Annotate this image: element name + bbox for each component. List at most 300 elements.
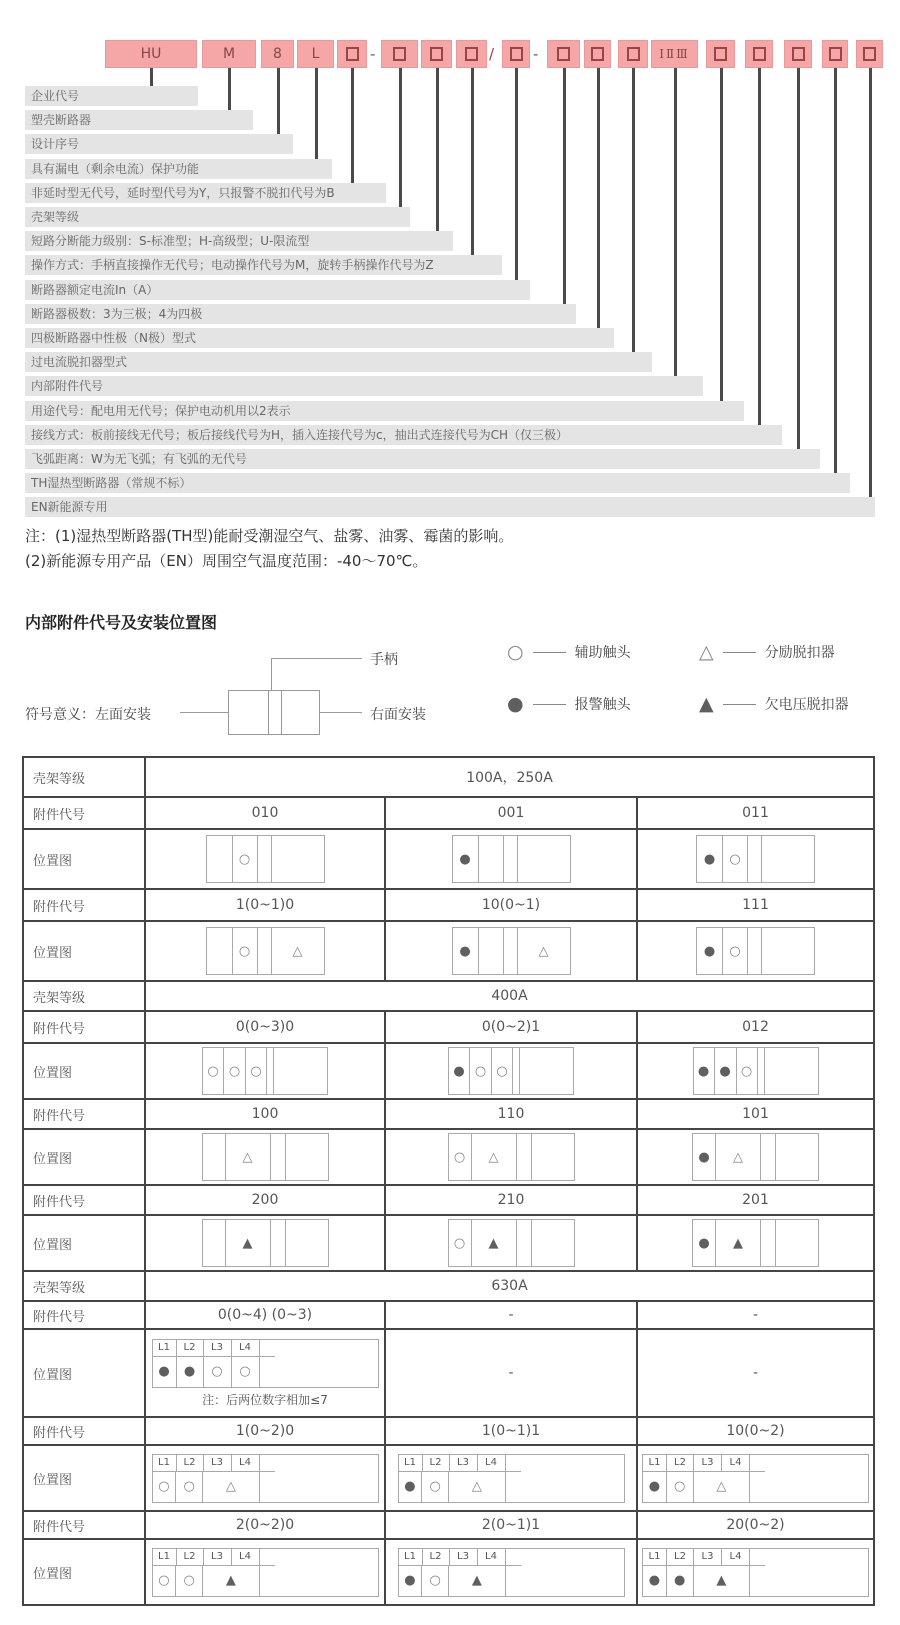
field-label-bar: 断路器极数：3为三极；4为四极	[25, 304, 576, 324]
row-label: 壳架等级	[33, 990, 86, 1006]
diagram-cell	[694, 1566, 751, 1596]
position-diagram	[693, 1047, 819, 1095]
position-cell	[636, 922, 873, 980]
pole-header-cell: L1	[153, 1549, 177, 1565]
diagram-cell	[694, 1048, 715, 1094]
diagram-cell	[776, 1220, 818, 1266]
field-label-bar: 四极断路器中性极（N极）型式	[25, 328, 614, 348]
code-cell: 101	[636, 1100, 873, 1128]
breaker-inner-line-1	[268, 690, 269, 735]
position-cell: -	[384, 1330, 636, 1416]
diagram-cell	[399, 1472, 423, 1502]
diagram-open-area	[765, 1549, 868, 1596]
pole-header-cell: L3	[450, 1455, 478, 1471]
row-label: 附件代号	[33, 1194, 86, 1210]
diagram-symbol: ○	[429, 1573, 441, 1588]
diagram-cell	[449, 1220, 472, 1266]
pole-header-cell: L2	[667, 1455, 694, 1471]
legend-item-shunt	[699, 641, 835, 663]
diagram-symbol: ○	[238, 851, 251, 867]
field-label-bar: 企业代号	[25, 86, 198, 106]
diagram-symbol: △	[292, 943, 303, 959]
position-cell	[144, 1330, 384, 1416]
code-slot-icon	[863, 47, 876, 61]
position-diagram	[202, 1047, 328, 1095]
diagram-body-row	[643, 1566, 765, 1596]
diagram-cell	[517, 1220, 532, 1266]
table-row	[24, 796, 873, 828]
pole-header-cell: L4	[232, 1455, 260, 1471]
diagram-header-row	[399, 1549, 521, 1566]
connector-line	[315, 68, 318, 159]
diagram-symbol: ●	[674, 1573, 686, 1588]
position-cell	[384, 922, 636, 980]
code-slot-icon	[557, 47, 570, 61]
diagram-symbol: ●	[698, 1149, 710, 1165]
right-connector-hline	[320, 712, 362, 713]
row-label: 附件代号	[33, 807, 86, 823]
position-diagram	[692, 1219, 819, 1267]
model-segment-box	[856, 40, 883, 68]
code-cell: 0(0~3)0	[144, 1012, 384, 1042]
diagram-symbol: ▲	[488, 1235, 499, 1251]
model-segment-box	[105, 40, 197, 68]
diagram-cell	[246, 1048, 267, 1094]
diagram-cell	[472, 1220, 517, 1266]
diagram-cell	[226, 1220, 271, 1266]
diagram-cell	[286, 1220, 328, 1266]
diagram-cell	[272, 928, 324, 974]
table-row	[24, 1510, 873, 1538]
pole-header-cell: L4	[722, 1455, 750, 1471]
diagram-cell	[449, 1048, 470, 1094]
diagram-cell	[750, 1472, 765, 1502]
pole-header-cell: L1	[643, 1455, 667, 1471]
diagram-left-block	[153, 1455, 275, 1502]
diagram-cell	[204, 1357, 232, 1387]
position-cell	[384, 1130, 636, 1184]
diagram-symbol: ●	[703, 943, 716, 959]
position-diagram	[452, 927, 571, 975]
diagram-symbol: ●	[404, 1573, 416, 1588]
diagram-cell	[399, 1566, 423, 1596]
pole-header-cell	[506, 1549, 521, 1565]
row-label: 位置图	[33, 1151, 73, 1167]
code-cell: 210	[384, 1186, 636, 1214]
model-segment-text: L	[311, 46, 320, 62]
code-cell: 1(0~1)1	[384, 1418, 636, 1444]
diagram-symbol: ●	[404, 1479, 416, 1494]
position-cell	[636, 1540, 873, 1604]
diagram-cell	[667, 1472, 694, 1502]
diagram-open-area	[275, 1340, 378, 1387]
diagram-cell	[762, 928, 814, 974]
diagram-symbol: ●	[703, 851, 716, 867]
diagram-header-row	[643, 1455, 765, 1472]
position-diagram	[642, 1548, 869, 1597]
row-label: 位置图	[33, 1566, 73, 1582]
pole-header-cell: L4	[478, 1455, 506, 1471]
diagram-symbol: ▲	[242, 1235, 253, 1251]
code-slot-icon	[465, 47, 478, 61]
diagram-cell	[694, 1472, 751, 1502]
pole-header-cell	[260, 1549, 275, 1565]
diagram-cell	[758, 1048, 765, 1094]
position-diagram	[206, 835, 325, 883]
model-segment-box	[706, 40, 735, 68]
diagram-cell	[750, 1566, 765, 1596]
pole-header-cell: L3	[450, 1549, 478, 1565]
model-segment-box	[456, 40, 487, 68]
position-diagram	[452, 835, 571, 883]
connector-line	[228, 68, 231, 110]
code-slot-icon	[714, 47, 727, 61]
connector-line	[515, 68, 518, 280]
code-cell: 10(0~2)	[636, 1418, 873, 1444]
segment-separator: -	[533, 45, 539, 63]
position-diagram	[152, 1454, 379, 1503]
position-cell	[384, 1540, 636, 1604]
model-nomenclature-diagram	[0, 0, 900, 560]
diagram-cell	[697, 928, 723, 974]
pole-header-cell: L2	[177, 1549, 204, 1565]
diagram-left-block	[399, 1455, 521, 1502]
legend-dash	[533, 704, 566, 705]
field-label-bar: 设计序号	[25, 134, 293, 154]
code-cell: 110	[384, 1100, 636, 1128]
diagram-cell	[232, 1357, 260, 1387]
position-diagram	[642, 1454, 869, 1503]
row-label: 附件代号	[33, 1425, 86, 1441]
handle-connector-vline	[271, 658, 272, 690]
diagram-left-block	[153, 1340, 275, 1387]
pole-header-cell: L1	[153, 1455, 177, 1471]
position-cell	[144, 830, 384, 888]
diagram-symbol: ●	[459, 851, 471, 867]
diagram-cell	[761, 1134, 776, 1180]
row-label: 位置图	[33, 1065, 73, 1081]
diagram-symbol: △	[538, 943, 549, 959]
position-cell	[144, 1216, 384, 1270]
field-label-bar: 具有漏电（剩余电流）保护功能	[25, 159, 332, 179]
connector-line	[563, 68, 566, 304]
diagram-cell	[761, 1220, 776, 1266]
code-cell: 2(0~1)1	[384, 1512, 636, 1538]
diagram-header-row	[643, 1549, 765, 1566]
pole-header-cell	[750, 1549, 765, 1565]
diagram-symbol: △	[716, 1479, 727, 1494]
diagram-body-row	[399, 1472, 521, 1502]
diagram-cell	[233, 836, 258, 882]
legend-dash	[723, 652, 756, 653]
diagram-cell	[693, 1220, 716, 1266]
diagram-cell	[207, 928, 233, 974]
connector-line	[277, 68, 280, 134]
diagram-symbol: ○	[239, 1364, 251, 1379]
position-diagram	[206, 927, 325, 975]
diagram-cell	[532, 1220, 574, 1266]
section-title: 内部附件代号及安装位置图	[25, 613, 218, 632]
pole-header-cell: L4	[232, 1340, 260, 1356]
pole-header-cell: L4	[232, 1549, 260, 1565]
pole-header-cell: L4	[722, 1549, 750, 1565]
diagram-body-row	[643, 1472, 765, 1502]
diagram-cell	[203, 1220, 226, 1266]
field-label-bar: 过电流脱扣器型式	[25, 352, 652, 372]
diagram-left-block	[153, 1549, 275, 1596]
position-cell	[144, 1044, 384, 1098]
position-diagram	[202, 1133, 329, 1181]
position-cell	[144, 922, 384, 980]
pole-header-cell: L3	[694, 1549, 722, 1565]
table-row	[24, 828, 873, 888]
table-row	[24, 888, 873, 920]
position-cell	[144, 1130, 384, 1184]
pole-header-cell: L1	[643, 1549, 667, 1565]
code-cell: -	[636, 1302, 873, 1328]
legend-item-label: 欠电压脱扣器	[764, 697, 849, 713]
position-cell	[384, 1216, 636, 1270]
diagram-symbol: ○	[228, 1063, 241, 1079]
diagram-left-block	[399, 1549, 521, 1596]
diagram-cell	[153, 1566, 177, 1596]
row-label: 附件代号	[33, 1309, 86, 1325]
diagram-cell	[422, 1472, 449, 1502]
code-cell: 111	[636, 890, 873, 920]
pole-header-cell: L1	[153, 1340, 177, 1356]
frame-class-cell: 400A	[144, 982, 873, 1010]
code-slot-icon	[510, 47, 523, 61]
table-row	[24, 1214, 873, 1270]
diagram-cell	[271, 1134, 286, 1180]
diagram-symbol: △	[488, 1149, 499, 1165]
diagram-cell	[260, 1472, 275, 1502]
field-label-bar: EN新能源专用	[25, 497, 875, 517]
legend-dash	[723, 704, 756, 705]
code-cell: 200	[144, 1186, 384, 1214]
code-cell: 0(0~4) (0~3)	[144, 1302, 384, 1328]
code-cell: 1(0~2)0	[144, 1418, 384, 1444]
code-cell: 10(0~1)	[384, 890, 636, 920]
diagram-cell	[203, 1048, 224, 1094]
diagram-symbol: ▲	[471, 1573, 482, 1588]
position-diagram	[398, 1548, 625, 1597]
diagram-cell	[260, 1566, 275, 1596]
meaning-left-label: 符号意义：左面安装	[25, 707, 151, 723]
diagram-symbol: ○	[729, 943, 741, 959]
position-cell	[636, 830, 873, 888]
position-diagram	[152, 1548, 379, 1597]
diagram-open-area	[765, 1455, 868, 1502]
diagram-symbol: ▲	[225, 1573, 236, 1588]
connector-line	[632, 68, 635, 352]
legend-item-aux	[507, 641, 631, 663]
diagram-cell	[748, 928, 762, 974]
model-segment-text: HU	[140, 46, 162, 62]
diagram-open-area	[275, 1549, 378, 1596]
diagram-symbol: △	[733, 1149, 743, 1165]
field-label-bar: 短路分断能力级别：S-标准型；H-高级型；U-限流型	[25, 231, 453, 251]
diagram-cell	[272, 836, 324, 882]
position-diagram	[696, 835, 815, 883]
diagram-symbol: ▲	[716, 1573, 727, 1588]
diagram-cell	[723, 836, 748, 882]
model-segment-box	[822, 40, 848, 68]
position-cell	[636, 1446, 873, 1510]
pole-header-cell: L4	[478, 1549, 506, 1565]
row-label: 位置图	[33, 853, 73, 869]
pole-header-cell: L2	[177, 1340, 204, 1356]
table-row	[24, 1042, 873, 1098]
code-slot-icon	[393, 47, 406, 61]
table-row	[24, 1270, 873, 1300]
field-label-bar: 操作方式：手柄直接操作无代号；电动操作代号为M，旋转手柄操作代号为Z	[25, 255, 502, 275]
diagram-cell	[492, 1048, 513, 1094]
field-label-bar: 壳架等级	[25, 207, 410, 227]
position-cell	[636, 1044, 873, 1098]
table-row	[24, 1416, 873, 1444]
segment-separator: -	[370, 45, 376, 63]
row-label: 附件代号	[33, 1108, 86, 1124]
row-label: 位置图	[33, 945, 73, 961]
diagram-symbol: ○	[729, 851, 741, 867]
code-slot-icon	[792, 47, 805, 61]
diagram-cell	[176, 1472, 203, 1502]
diagram-symbol: ○	[453, 1149, 466, 1165]
pole-header-cell	[750, 1455, 765, 1471]
breaker-outline	[228, 690, 320, 735]
model-segment-text: ⅠⅡⅢ	[659, 47, 690, 61]
code-slot-icon	[627, 47, 640, 61]
diagram-header-row	[399, 1455, 521, 1472]
pole-header-cell: L1	[399, 1549, 423, 1565]
pole-header-cell: L3	[204, 1455, 232, 1471]
diagram-cell	[737, 1048, 758, 1094]
connector-line	[869, 68, 872, 497]
model-segment-box	[381, 40, 418, 68]
row-label: 位置图	[33, 1237, 73, 1253]
pole-header-cell: L3	[204, 1340, 232, 1356]
model-segment-text: M	[222, 46, 236, 62]
pole-header-cell	[260, 1455, 275, 1471]
table-row	[24, 1010, 873, 1042]
diagram-cell	[716, 1134, 761, 1180]
diagram-cell	[517, 1134, 532, 1180]
field-label-bar: TH湿热型断路器（常规不标）	[25, 473, 850, 493]
model-segment-box	[745, 40, 773, 68]
table-row	[24, 1328, 873, 1416]
diagram-symbol: ●	[648, 1573, 661, 1588]
connector-line	[471, 68, 474, 255]
diagram-cell	[715, 1048, 737, 1094]
connector-line	[758, 68, 761, 425]
model-segment-text: 8	[273, 46, 282, 62]
connector-line	[351, 68, 354, 183]
model-segment-box	[261, 40, 294, 68]
position-cell	[636, 1130, 873, 1184]
diagram-cell	[422, 1566, 449, 1596]
diagram-cell	[513, 1048, 520, 1094]
diagram-cell	[504, 836, 518, 882]
diagram-cell	[260, 1357, 275, 1387]
diagram-cell	[203, 1472, 260, 1502]
diagram-symbol: ○	[183, 1573, 195, 1588]
diagram-symbol: ○	[496, 1063, 508, 1079]
diagram-symbol: ●	[183, 1364, 196, 1379]
note-line-1: 注：(1)湿热型断路器(TH型)能耐受潮湿空气、盐雾、油雾、霉菌的影响。	[25, 527, 514, 545]
row-label: 附件代号	[33, 899, 86, 915]
pole-header-cell: L1	[399, 1455, 423, 1471]
connector-line	[797, 68, 800, 449]
position-diagram	[152, 1339, 379, 1388]
position-diagram	[202, 1219, 329, 1267]
model-segment-box	[421, 40, 452, 68]
code-slot-icon	[591, 47, 604, 61]
model-segment-box	[784, 40, 812, 68]
model-segment-box	[502, 40, 530, 68]
diagram-symbol: ○	[453, 1235, 466, 1251]
diagram-symbol: ○	[674, 1479, 686, 1494]
diagram-cell	[470, 1048, 492, 1094]
diagram-with-note	[152, 1339, 379, 1408]
connector-line	[150, 68, 153, 86]
diagram-body-row	[153, 1566, 275, 1596]
diagram-cell	[532, 1134, 574, 1180]
diagram-cell	[453, 928, 479, 974]
legend-item-label: 辅助触头	[574, 645, 631, 661]
diagram-cell	[453, 836, 479, 882]
diagram-cell	[506, 1472, 521, 1502]
table-row	[24, 1098, 873, 1128]
field-label-bar: 接线方式：板前接线无代号；板后接线代号为H，插入连接代号为c，抽出式连接代号为CH（仅三极）	[25, 425, 782, 445]
diagram-cell	[153, 1472, 177, 1502]
code-slot-icon	[346, 47, 359, 61]
diagram-open-area	[521, 1455, 624, 1502]
field-label-bar: 内部附件代号	[25, 376, 703, 396]
diagram-body-row	[399, 1566, 521, 1596]
handle-connector-hline	[271, 658, 362, 659]
position-diagram	[692, 1133, 819, 1181]
code-cell: 2(0~2)0	[144, 1512, 384, 1538]
pole-header-cell: L2	[423, 1455, 450, 1471]
model-segment-box	[337, 40, 367, 68]
accessory-position-table	[22, 756, 875, 1606]
diagram-open-area	[275, 1455, 378, 1502]
table-row	[24, 1538, 873, 1604]
model-segment-box	[202, 40, 256, 68]
diagram-symbol: ●	[158, 1364, 170, 1379]
breaker-inner-line-2	[281, 690, 282, 735]
diagram-cell	[479, 928, 504, 974]
diagram-cell	[697, 836, 723, 882]
model-segment-box	[618, 40, 648, 68]
diagram-cell	[520, 1048, 573, 1094]
position-cell	[636, 1216, 873, 1270]
diagram-symbol: ○	[238, 943, 251, 959]
position-diagram	[398, 1454, 625, 1503]
diagram-cell	[153, 1357, 177, 1387]
connector-line	[436, 68, 439, 231]
diagram-symbol: ●	[648, 1479, 661, 1494]
diagram-symbol: △	[471, 1479, 482, 1494]
diagram-header-row	[153, 1340, 275, 1357]
diagram-cell	[203, 1566, 260, 1596]
diagram-cell	[449, 1134, 472, 1180]
diagram-cell	[762, 836, 814, 882]
field-label-bar: 飞弧距离：W为无飞弧；有飞弧的无代号	[25, 449, 820, 469]
diagram-cell	[504, 928, 518, 974]
field-label-bar: 塑壳断路器	[25, 110, 253, 130]
